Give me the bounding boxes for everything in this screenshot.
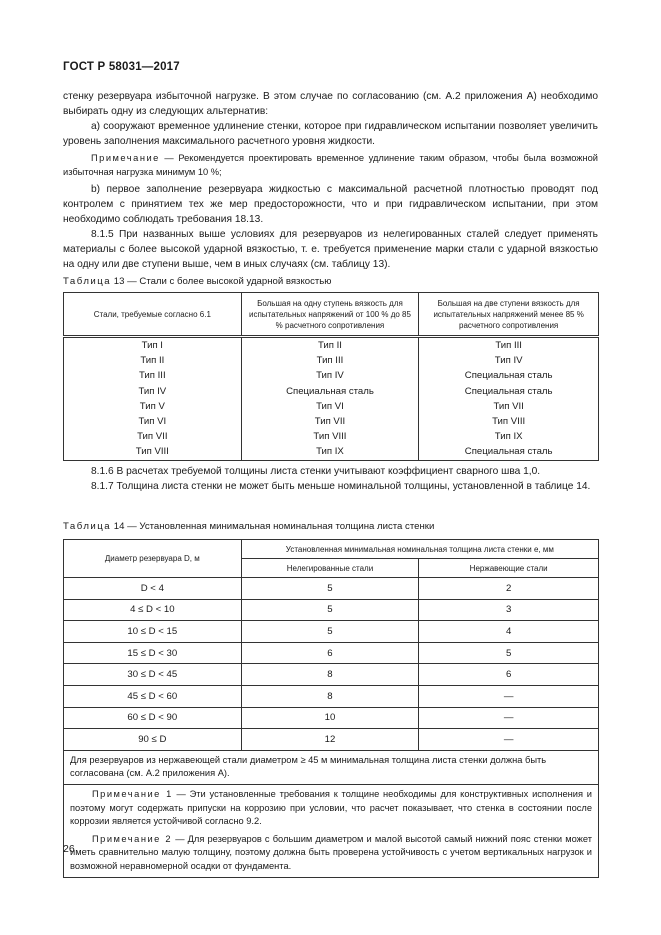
table-cell: Тип IV bbox=[241, 368, 419, 383]
page-number: 26 bbox=[63, 843, 75, 855]
table-row bbox=[64, 384, 599, 399]
table-cell: 10 ≤ D < 15 bbox=[64, 621, 242, 643]
table-13-steels bbox=[63, 292, 599, 461]
table-cell: Тип III bbox=[419, 337, 599, 354]
table13-header-one-step: Большая на одну ступень вязкость для испытательных напряжений от 100 % до 85 % расчетного сопротивления bbox=[241, 293, 419, 337]
table-cell: Тип IX bbox=[419, 429, 599, 444]
table13-header-required: Стали, требуемые согласно 6.1 bbox=[64, 293, 242, 337]
table14-header-nonalloy: Нелегированные стали bbox=[241, 559, 419, 578]
table-cell: 4 bbox=[419, 621, 599, 643]
table-cell: 6 bbox=[241, 642, 419, 664]
table-row bbox=[64, 599, 599, 621]
table-cell: Специальная сталь bbox=[419, 444, 599, 460]
table-cell: 90 ≤ D bbox=[64, 729, 242, 751]
table-cell: Тип VIII bbox=[419, 414, 599, 429]
note-text: — Для резервуаров с большим диаметром и малой высотой самый нижний пояс стенки может иметь сравнительно малую толщину, поэтому должна быть проверена устойчивость с учетом вертикальных нагрузок и возможной неравномерной осадки от фундамента. bbox=[70, 833, 592, 871]
table-cell: 5 bbox=[241, 599, 419, 621]
table-row bbox=[64, 429, 599, 444]
table-cell: Тип IX bbox=[241, 444, 419, 460]
table14-header-stainless: Нержавеющие стали bbox=[419, 559, 599, 578]
table14-note-1 bbox=[70, 788, 592, 829]
table-row bbox=[64, 707, 599, 729]
table13-header-two-steps: Большая на две ступени вязкость для испытательных напряжений менее 85 % расчетного сопротивления bbox=[419, 293, 599, 337]
table-cell: D < 4 bbox=[64, 578, 242, 600]
table-cell: 6 bbox=[419, 664, 599, 686]
paragraph-8-1-7: 8.1.7 Толщина листа стенки не может быть меньше номинальной толщины, установленной в таблице 14. bbox=[91, 481, 591, 492]
note-temporary-extension bbox=[63, 151, 598, 179]
table14-caption bbox=[63, 521, 434, 532]
table-cell: 8 bbox=[241, 685, 419, 707]
table-cell: — bbox=[419, 729, 599, 751]
table-row bbox=[64, 685, 599, 707]
table-cell: 10 bbox=[241, 707, 419, 729]
table-row bbox=[64, 621, 599, 643]
table13-caption-label: Таблица bbox=[63, 276, 112, 287]
table-cell: Тип VI bbox=[241, 399, 419, 414]
paragraph-alternative-b: b) первое заполнение резервуара жидкостью с максимальной расчетной плотностью проводят под контролем с принятием тех же мер предосторожности, что и при гидравлическом испытании, при этом необходимо соблюдать требования 18.13. bbox=[63, 184, 598, 226]
note-text: — Эти установленные требования к толщине необходимы для конструктивных исполнения и поэтому могут содержать припуски на коррозию при условии, что расчет показывает, что стенка в состоянии после коррозии является устойчивой согласно 9.2. bbox=[70, 788, 592, 827]
table-cell: 5 bbox=[241, 578, 419, 600]
table-cell: Тип VII bbox=[64, 429, 242, 444]
note-label: Примечание 1 bbox=[92, 788, 173, 799]
table-row bbox=[64, 642, 599, 664]
table13-caption bbox=[63, 276, 332, 287]
table-cell: Тип III bbox=[241, 353, 419, 368]
table-cell: Тип VI bbox=[64, 414, 242, 429]
table-cell: Специальная сталь bbox=[419, 384, 599, 399]
table14-header-diameter: Диаметр резервуара D, м bbox=[64, 540, 242, 578]
table-cell: Тип II bbox=[241, 337, 419, 354]
note-label: Примечание 2 bbox=[92, 833, 173, 844]
table13-caption-text: 13 — Стали с более высокой ударной вязкостью bbox=[111, 276, 332, 287]
table-cell: Тип III bbox=[64, 368, 242, 383]
table14-footnote: Для резервуаров из нержавеющей стали диаметром ≥ 45 м минимальная толщина листа стенки должна быть согласована (см. А.2 приложения А). bbox=[64, 750, 599, 784]
table-cell: 60 ≤ D < 90 bbox=[64, 707, 242, 729]
table-cell: Тип VII bbox=[241, 414, 419, 429]
paragraph-alternative-a: а) сооружают временное удлинение стенки, которое при гидравлическом испытании позволяет увеличить уровень заполнения максимального расчетного уровня жидкости. bbox=[63, 121, 598, 148]
table-cell: Тип VIII bbox=[241, 429, 419, 444]
table-cell: 15 ≤ D < 30 bbox=[64, 642, 242, 664]
table14-header-group: Установленная минимальная номинальная толщина листа стенки e, мм bbox=[241, 540, 598, 559]
table-cell: 30 ≤ D < 45 bbox=[64, 664, 242, 686]
table-cell: — bbox=[419, 707, 599, 729]
table-row bbox=[64, 578, 599, 600]
paragraph-8-1-6: 8.1.6 В расчетах требуемой толщины листа стенки учитывают коэффициент сварного шва 1,0. bbox=[91, 466, 541, 477]
paragraph-intro: стенку резервуара избыточной нагрузке. В этом случае по согласованию (см. А.2 приложения А) необходимо выбирать одну из следующих альтернатив: bbox=[63, 91, 598, 118]
paragraph-8-1-5: 8.1.5 При названных выше условиях для резервуаров из нелегированных сталей следует применять материалы с более высокой ударной вязкостью, т. е. требуется применение марки стали с ударной вязкостью на одну или две ступени выше, чем в иных случаях (см. таблицу 13). bbox=[63, 229, 598, 271]
table-row bbox=[64, 337, 599, 354]
table-cell: 2 bbox=[419, 578, 599, 600]
table-row bbox=[64, 353, 599, 368]
table-cell: 45 ≤ D < 60 bbox=[64, 685, 242, 707]
table-cell: 4 ≤ D < 10 bbox=[64, 599, 242, 621]
table-cell: 5 bbox=[419, 642, 599, 664]
table-row bbox=[64, 399, 599, 414]
table-cell: — bbox=[419, 685, 599, 707]
table-cell: Тип VIII bbox=[64, 444, 242, 460]
table-row bbox=[64, 664, 599, 686]
table14-caption-text: 14 — Установленная минимальная номинальная толщина листа стенки bbox=[111, 521, 435, 532]
table-row bbox=[64, 729, 599, 751]
table-cell: Тип VII bbox=[419, 399, 599, 414]
table-row bbox=[64, 368, 599, 383]
note-text: — Рекомендуется проектировать временное удлинение таким образом, чтобы была возможной избыточная нагрузка минимум 10 %; bbox=[63, 153, 598, 177]
table14-caption-label: Таблица bbox=[63, 521, 112, 532]
note-label: Примечание bbox=[91, 153, 160, 163]
table-cell: 8 bbox=[241, 664, 419, 686]
table-row bbox=[64, 444, 599, 460]
table14-notes bbox=[64, 784, 599, 877]
table-cell: 12 bbox=[241, 729, 419, 751]
table14-note-2 bbox=[70, 833, 592, 874]
table-cell: Специальная сталь bbox=[419, 368, 599, 383]
table-cell: 3 bbox=[419, 599, 599, 621]
table-cell: Тип IV bbox=[64, 384, 242, 399]
table-14-thickness bbox=[63, 539, 599, 878]
table-cell: 5 bbox=[241, 621, 419, 643]
table-cell: Тип I bbox=[64, 337, 242, 354]
table-cell: Тип V bbox=[64, 399, 242, 414]
table-cell: Тип II bbox=[64, 353, 242, 368]
table-cell: Тип IV bbox=[419, 353, 599, 368]
table-cell: Специальная сталь bbox=[241, 384, 419, 399]
table-row bbox=[64, 414, 599, 429]
document-header: ГОСТ Р 58031—2017 bbox=[63, 61, 180, 73]
